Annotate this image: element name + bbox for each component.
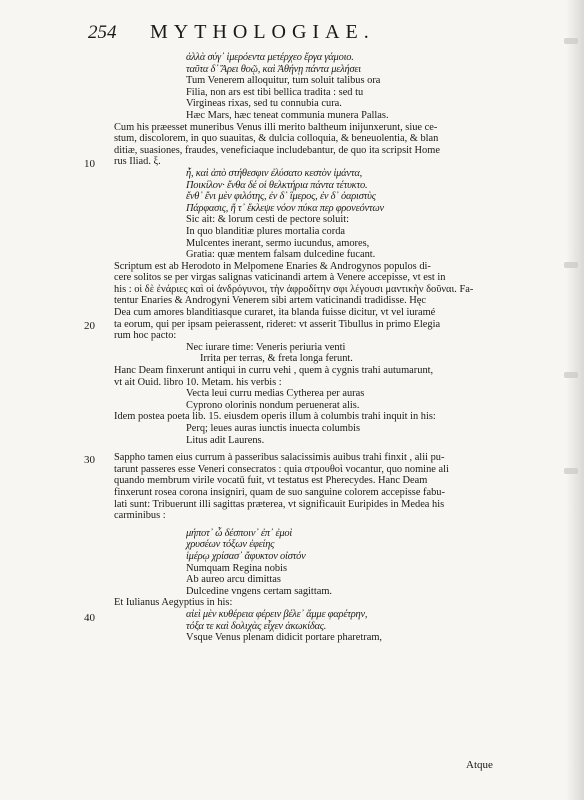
text-line: tarunt passeres esse Veneri consecratos : quia στρουθοὶ vocantur, quo nomine ali [114, 463, 449, 475]
text-line: Ab aureo arcu dimittas [186, 574, 281, 586]
text-line: Cum his præesset muneribus Venus illi merito baltheum inijunxerunt, siue ce- [114, 121, 438, 133]
text-line: Scriptum est ab Herodoto in Melpomene Enaries & Androgynos populos di- [114, 260, 431, 272]
text-line: Filia, non ars est tibi bellica tradita : sed tu [186, 86, 364, 98]
text-line: Idem postea poeta lib. 15. eiusdem operis illum à columbis trahi inquit in his: [114, 411, 436, 423]
text-line: Cyprono olorinis nondum peruenerat alis. [186, 399, 360, 411]
text-line: rum hoc pacto: [114, 330, 177, 342]
text-line: his : οἱ δὲ ἐνάριες καὶ οἱ ἀνδρόγυνοι, τὴν ἀφροδίτην σφι λέγουσι μαντικὴν δοῦναι. Fa- [114, 283, 474, 295]
text-line: Virgineas rixas, sed tu connubia cura. [186, 98, 342, 110]
text-line: In quo blanditiæ plures mortalia corda [186, 225, 345, 237]
text-line: quando membrum virile vocatū fuit, vt testatus est Pherecydes. Hanc Deam [114, 475, 428, 487]
running-head: MYTHOLOGIAE. [150, 21, 375, 43]
text-line: Vsque Venus plenam didicit portare pharetram, [186, 632, 383, 644]
text-line: Πάρφασις, ἥ τ᾽ ἔκλεψε νόον πύκα περ φρονεόντων [186, 202, 384, 214]
text-line: Ποικίλον· ἔνθα δέ οἱ θελκτήρια πάντα τέτυκτο. [186, 179, 368, 191]
text-line: Hæc Mars, hæc teneat communia munera Pallas. [186, 109, 389, 121]
text-line: αἰεὶ μὲν κυθέρεια φέρειν βέλε᾽ ἄμμε φαρέτρην, [186, 608, 368, 620]
text-line: Mulcentes inerant, sermo iucundus, amores, [186, 237, 370, 249]
text-line: Irrita per terras, & freta longa ferunt. [200, 353, 353, 365]
text-line: cere solitos se per virgas salignas vaticinandi artem à Venere accepisse, vt est in [114, 272, 446, 284]
text-line: Nec iurare time: Veneris periuria venti [186, 341, 346, 353]
text-line: ta eorum, qui per ipsam peierassent, rideret: vt asserit Tibullus in primo Elegia [114, 318, 441, 330]
text-line: carminibus : [114, 510, 166, 522]
text-line: Et Iulianus Aegyptius in his: [114, 597, 233, 609]
text-line: rus Iliad. ξ. [114, 156, 161, 168]
text-line: tentur Enaries & Androgyni Venerem sibi artem vaticinandi tradidisse. Hęc [114, 295, 427, 307]
catchword: Atque [466, 759, 493, 771]
bleed-mark [564, 38, 578, 44]
text-line: Dulcedine vngens certam sagittam. [186, 585, 332, 597]
text-line: χρυσέων τόξων ἐφείης [186, 539, 275, 551]
bleed-mark [564, 262, 578, 268]
text-line: μήποτ᾽ ὦ δέσποιν᾽ ἐπ᾽ ἐμοὶ [186, 527, 293, 539]
text-line: stum, discolorem, in quo suauitas, & dulcia colloquia, & beneuolentia, & blan [114, 133, 439, 145]
text-line: ταῦτα δ᾽ Ἄρει θοῷ, καὶ Ἀθήνῃ πάντα μελήσει [186, 63, 361, 75]
text-line: Gratia: quæ mentem falsam dulcedine fucant. [186, 249, 376, 261]
text-line: τόξα τε καὶ δολιχὰς εἶχεν ἀκωκίδας. [186, 620, 327, 632]
text-line: lati sunt: Tribuerunt illi sagittas præterea, vt significauit Euripides in Medea his [114, 498, 445, 510]
bleed-mark [564, 468, 578, 474]
text-line: Tum Venerem alloquitur, tum soluit talibus ora [186, 75, 381, 87]
line-number: 10 [84, 158, 95, 170]
text-line: ἀλλὰ σύγ᾽ ἱμερόεντα μετέρχεο ἔργα γάμοιο. [186, 52, 354, 63]
text-line: Litus adit Laurens. [186, 434, 265, 446]
page-edge-shadow [566, 0, 584, 800]
text-line: ἱμέρῳ χρίσασ᾽ ἄφυκτον οἰστόν [186, 550, 306, 562]
text-line: ἔνθ᾽ ἔνι μὲν φιλότης, ἐν δ᾽ ἵμερος, ἐν δ᾽ ὀαριστὺς [186, 191, 376, 203]
text-line: Sappho tamen eius currum à passeribus salacissimis auibus trahi finxit , alii pu- [114, 452, 445, 464]
text-line: ditiæ, suasiones, fraudes, veneficiaque includebantur, de quo ita scripsit Home [114, 144, 440, 156]
text-line: Perq; leues auras iunctis inuecta columbis [186, 423, 360, 434]
bleed-mark [564, 372, 578, 378]
text-line: Dea cum amores blanditiasque curaret, ita blanda fuisse dicitur, vt vel iuramé [114, 307, 436, 319]
text-line: Numquam Regina nobis [186, 562, 288, 574]
text-line: finxerunt rosea corona insigniri, quam de suo sanguine colorem accepisse fabu- [114, 486, 445, 498]
line-number: 30 [84, 454, 95, 466]
text-line: ἦ, καὶ ἀπὸ στήθεσφιν ἐλύσατο κεστὸν ἱμάντα, [186, 167, 363, 179]
line-number: 40 [84, 612, 95, 624]
text-line: vt ait Ouid. libro 10. Metam. his verbis : [114, 376, 282, 388]
page-number: 254 [88, 22, 117, 43]
text-line: Vecta leui curru medias Cytherea per auras [186, 388, 365, 400]
body-text [114, 52, 514, 644]
line-number: 20 [84, 320, 95, 332]
text-line: Sic ait: & lorum cesti de pectore soluit: [186, 214, 350, 226]
text-line: Hanc Deam finxerunt antiqui in curru vehi , quem à cygnis trahi autumarunt, [114, 365, 434, 377]
